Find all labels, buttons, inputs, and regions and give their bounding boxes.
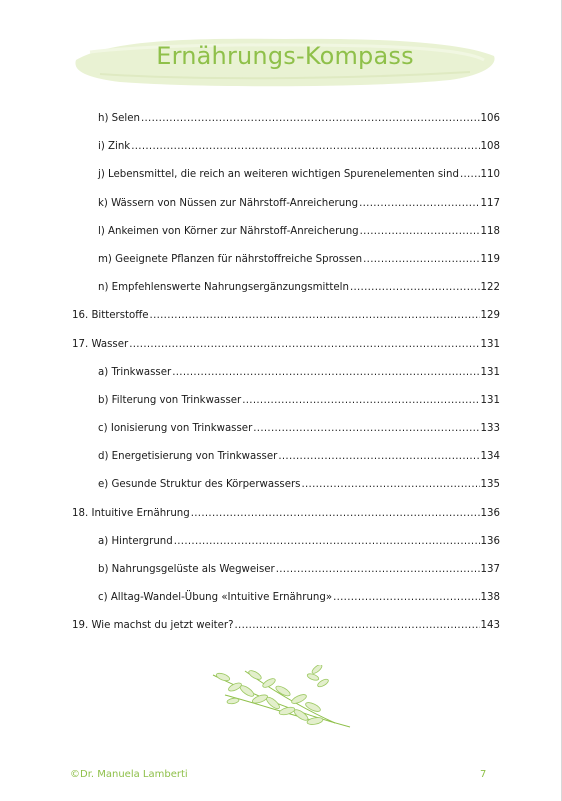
toc-entry-page: 131 [480,394,500,406]
toc-leader-dots [174,535,480,549]
toc-entry-label: i) Zink [98,141,131,153]
toc-entry-page: 118 [480,225,500,237]
toc-entry-label: c) Alltag-Wandel-Übung «Intuitive Ernährung» [98,592,333,604]
toc-entry-label: d) Energetisierung von Trinkwasser [98,451,278,463]
toc-entry[interactable] [72,563,500,591]
toc-entry-page: 108 [480,141,500,153]
toc-entry-page: 131 [480,366,500,378]
toc-entry-label: b) Filterung von Trinkwasser [98,394,242,406]
toc-leader-dots [360,225,480,239]
toc-entry-label: a) Hintergrund [98,535,173,547]
toc-entry-page: 136 [480,507,500,519]
toc-entry-label: j) Lebensmittel, die reich an weiteren wichtigen Spurenelementen sind [98,169,459,181]
toc-entry[interactable] [72,422,500,450]
toc-entry[interactable] [72,366,500,394]
toc-entry-page: 134 [480,451,500,463]
toc-entry[interactable] [72,281,500,309]
toc-entry-page: 117 [480,197,500,209]
table-of-contents [72,112,500,648]
toc-entry-page: 129 [480,310,500,322]
toc-leader-dots [235,619,480,633]
toc-entry-label: a) Trinkwasser [98,366,172,378]
toc-entry[interactable] [72,450,500,478]
toc-entry[interactable] [72,591,500,619]
toc-entry[interactable] [72,168,500,196]
toc-entry-label: c) Ionisierung von Trinkwasser [98,423,253,435]
toc-entry-page: 106 [480,113,500,124]
toc-entry-label: 17. Wasser [72,338,129,350]
toc-entry-label: e) Gesunde Struktur des Körperwassers [98,479,301,491]
toc-entry-page: 119 [480,253,500,265]
toc-entry[interactable] [72,309,500,337]
toc-entry[interactable] [72,478,500,506]
toc-leader-dots [276,563,480,577]
toc-leader-dots [363,253,479,267]
toc-entry-label: l) Ankeimen von Körner zur Nährstoff-Anreicherung [98,225,359,237]
toc-leader-dots [278,450,479,464]
toc-leader-dots [359,197,479,211]
toc-leader-dots [333,591,479,605]
toc-entry-label: n) Empfehlenswerte Nahrungsergänzungsmitteln [98,282,349,294]
toc-entry[interactable] [72,225,500,253]
toc-entry-page: 137 [480,564,500,575]
toc-entry-page: 131 [480,338,500,350]
toc-entry-label: 16. Bitterstoffe [72,310,149,322]
toc-leader-dots [301,478,479,492]
toc-leader-dots [242,394,479,408]
toc-entry[interactable] [72,253,500,281]
toc-entry-label: k) Wässern von Nüssen zur Nährstoff-Anreicherung [98,197,359,209]
toc-leader-dots [141,112,480,126]
toc-entry[interactable] [72,507,500,535]
toc-entry[interactable] [72,197,500,225]
toc-entry-label: m) Geeignete Pflanzen für nährstoffreiche Sprossen [98,253,363,265]
toc-entry[interactable] [72,112,500,140]
toc-entry[interactable] [72,140,500,168]
toc-entry[interactable] [72,619,500,647]
page-title: Ernährungs-Kompass [156,42,414,70]
toc-leader-dots [253,422,479,436]
footer-author: ©Dr. Manuela Lamberti [70,769,188,780]
toc-leader-dots [129,338,479,352]
toc-leader-dots [131,140,479,154]
toc-entry-label: h) Selen [98,113,140,124]
toc-entry-label: 18. Intuitive Ernährung [72,507,190,519]
toc-entry-page: 122 [480,282,500,294]
toc-leader-dots [150,309,480,323]
toc-entry[interactable] [72,394,500,422]
toc-entry-label: b) Nahrungsgelüste als Wegweiser [98,564,275,575]
toc-entry[interactable] [72,338,500,366]
toc-leader-dots [460,168,480,182]
toc-entry-page: 136 [480,535,500,547]
toc-entry[interactable] [72,535,500,563]
toc-entry-label: 19. Wie machst du jetzt weiter? [72,620,234,632]
toc-entry-page: 133 [480,423,500,435]
leaf-sprig-icon [205,665,355,735]
toc-entry-page: 110 [480,169,500,181]
toc-leader-dots [350,281,480,295]
toc-leader-dots [172,366,479,380]
toc-leader-dots [191,507,480,521]
toc-entry-page: 135 [480,479,500,491]
toc-entry-page: 138 [480,592,500,604]
toc-entry-page: 143 [480,620,500,632]
footer-page-number: 7 [480,769,487,780]
header [70,30,500,92]
